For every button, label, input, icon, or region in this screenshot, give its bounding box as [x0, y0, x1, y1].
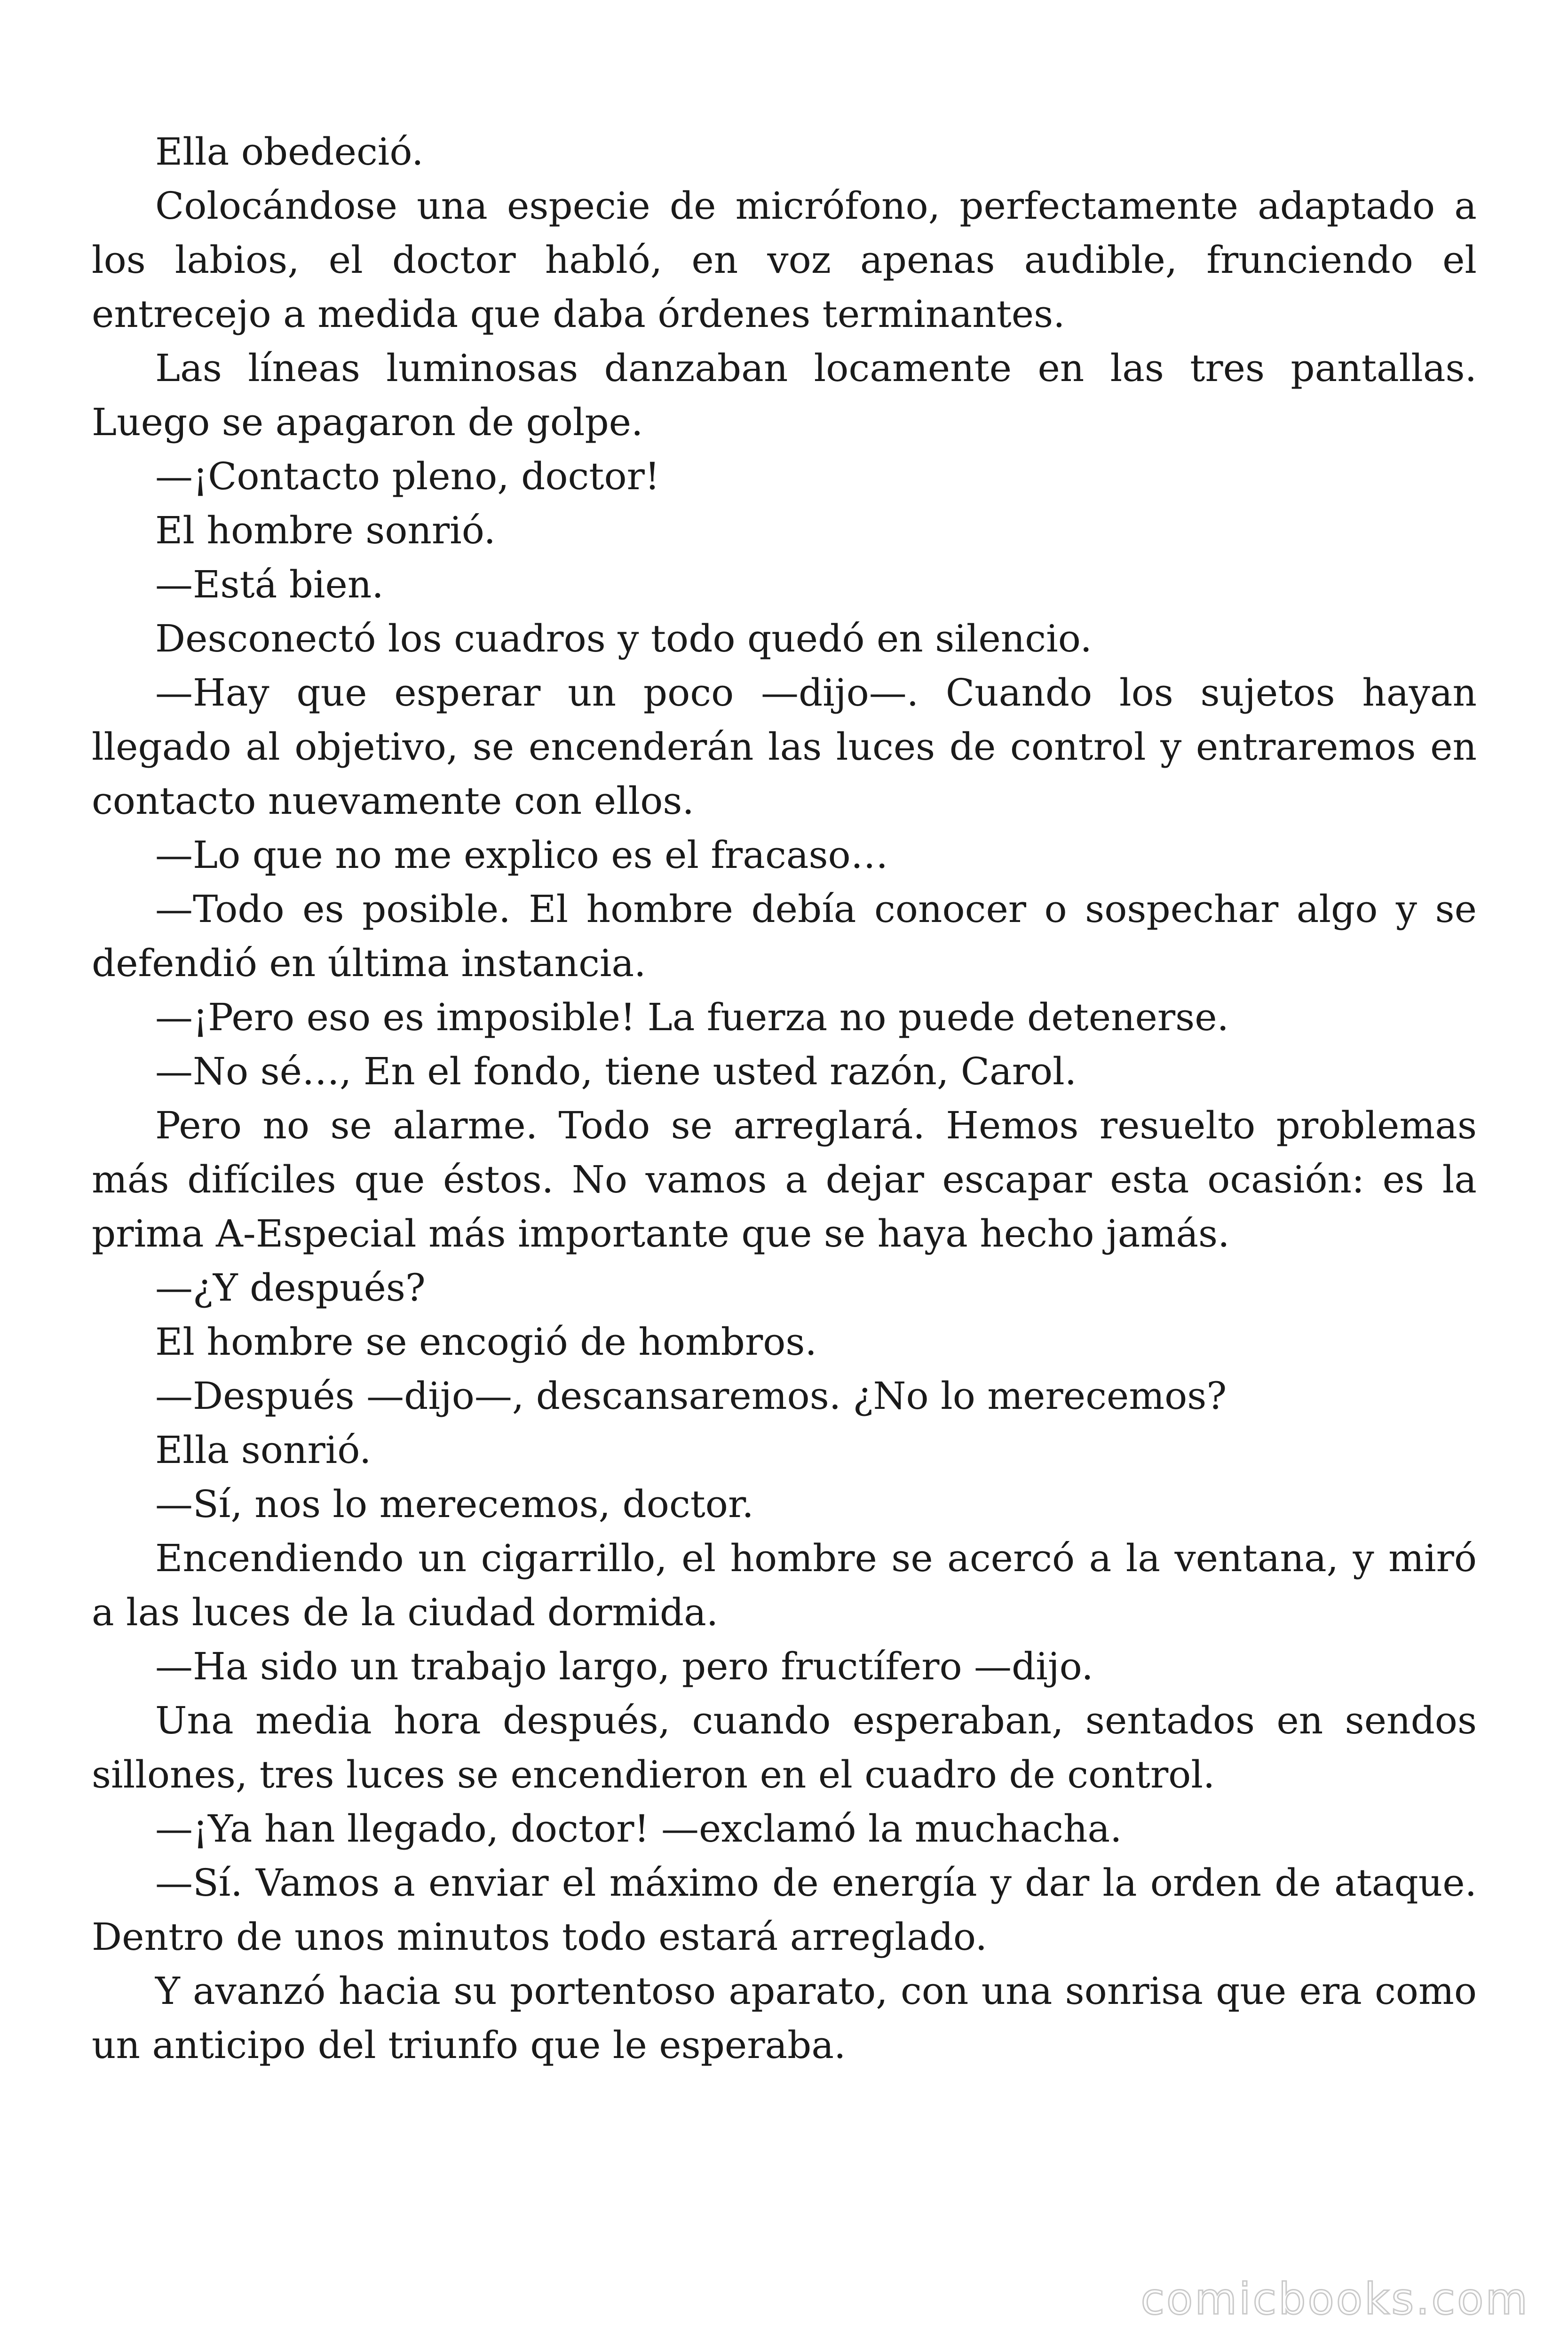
paragraph: Desconectó los cuadros y todo quedó en silencio.: [155, 617, 1092, 660]
paragraph: Una media hora después, cuando esperaban, sentados en sendos sillones, tres luces se encendieron en el cuadro de control.: [92, 1699, 1477, 1796]
paragraph: Pero no se alarme. Todo se arreglará. Hemos resuelto problemas más difíciles que éstos. No vamos a dejar escapar esta ocasión: es la prima A-Especial más importante que se haya hecho jamás.: [92, 1104, 1477, 1255]
paragraph: Y avanzó hacia su portentoso aparato, con una sonrisa que era como un anticipo del triunfo que le esperaba.: [92, 1969, 1477, 2067]
paragraph: —Todo es posible. El hombre debía conocer o sospechar algo y se defendió en última instancia.: [92, 887, 1477, 985]
paragraph: —Está bien.: [155, 563, 384, 606]
paragraph: Las líneas luminosas danzaban locamente en las tres pantallas. Luego se apagaron de golpe.: [92, 346, 1477, 444]
paragraph: —¡Pero eso es imposible! La fuerza no puede detenerse.: [155, 995, 1229, 1039]
paragraph: —Ha sido un trabajo largo, pero fructífero —dijo.: [155, 1645, 1093, 1688]
paragraph: —No sé…, En el fondo, tiene usted razón, Carol.: [155, 1049, 1077, 1093]
paragraph: —Hay que esperar un poco —dijo—. Cuando los sujetos hayan llegado al objetivo, se encenderán las luces de control y entraremos en contacto nuevamente con ellos.: [92, 671, 1477, 823]
paragraph: —¡Contacto pleno, doctor!: [155, 454, 660, 498]
page-text-body: [92, 125, 1477, 2072]
paragraph: El hombre sonrió.: [155, 509, 496, 552]
paragraph: —¡Ya han llegado, doctor! —exclamó la muchacha.: [155, 1807, 1122, 1851]
paragraph: Encendiendo un cigarrillo, el hombre se acercó a la ventana, y miró a las luces de la ciudad dormida.: [92, 1536, 1477, 1634]
watermark: comicbooks.com: [1140, 2274, 1529, 2324]
paragraph: Ella sonrió.: [155, 1428, 372, 1472]
paragraph: —Después —dijo—, descansaremos. ¿No lo merecemos?: [155, 1374, 1227, 1418]
paragraph: Ella obedeció.: [155, 130, 424, 174]
paragraph: Colocándose una especie de micrófono, perfectamente adaptado a los labios, el doctor habló, en voz apenas audible, frunciendo el entrecejo a medida que daba órdenes terminantes.: [92, 184, 1477, 336]
paragraph: —Sí, nos lo merecemos, doctor.: [155, 1482, 754, 1526]
paragraph: —Sí. Vamos a enviar el máximo de energía y dar la orden de ataque. Dentro de unos minutos todo estará arreglado.: [92, 1861, 1477, 1959]
paragraph: El hombre se encogió de hombros.: [155, 1320, 817, 1364]
paragraph: —¿Y después?: [155, 1266, 426, 1310]
paragraph: —Lo que no me explico es el fracaso…: [155, 833, 888, 877]
